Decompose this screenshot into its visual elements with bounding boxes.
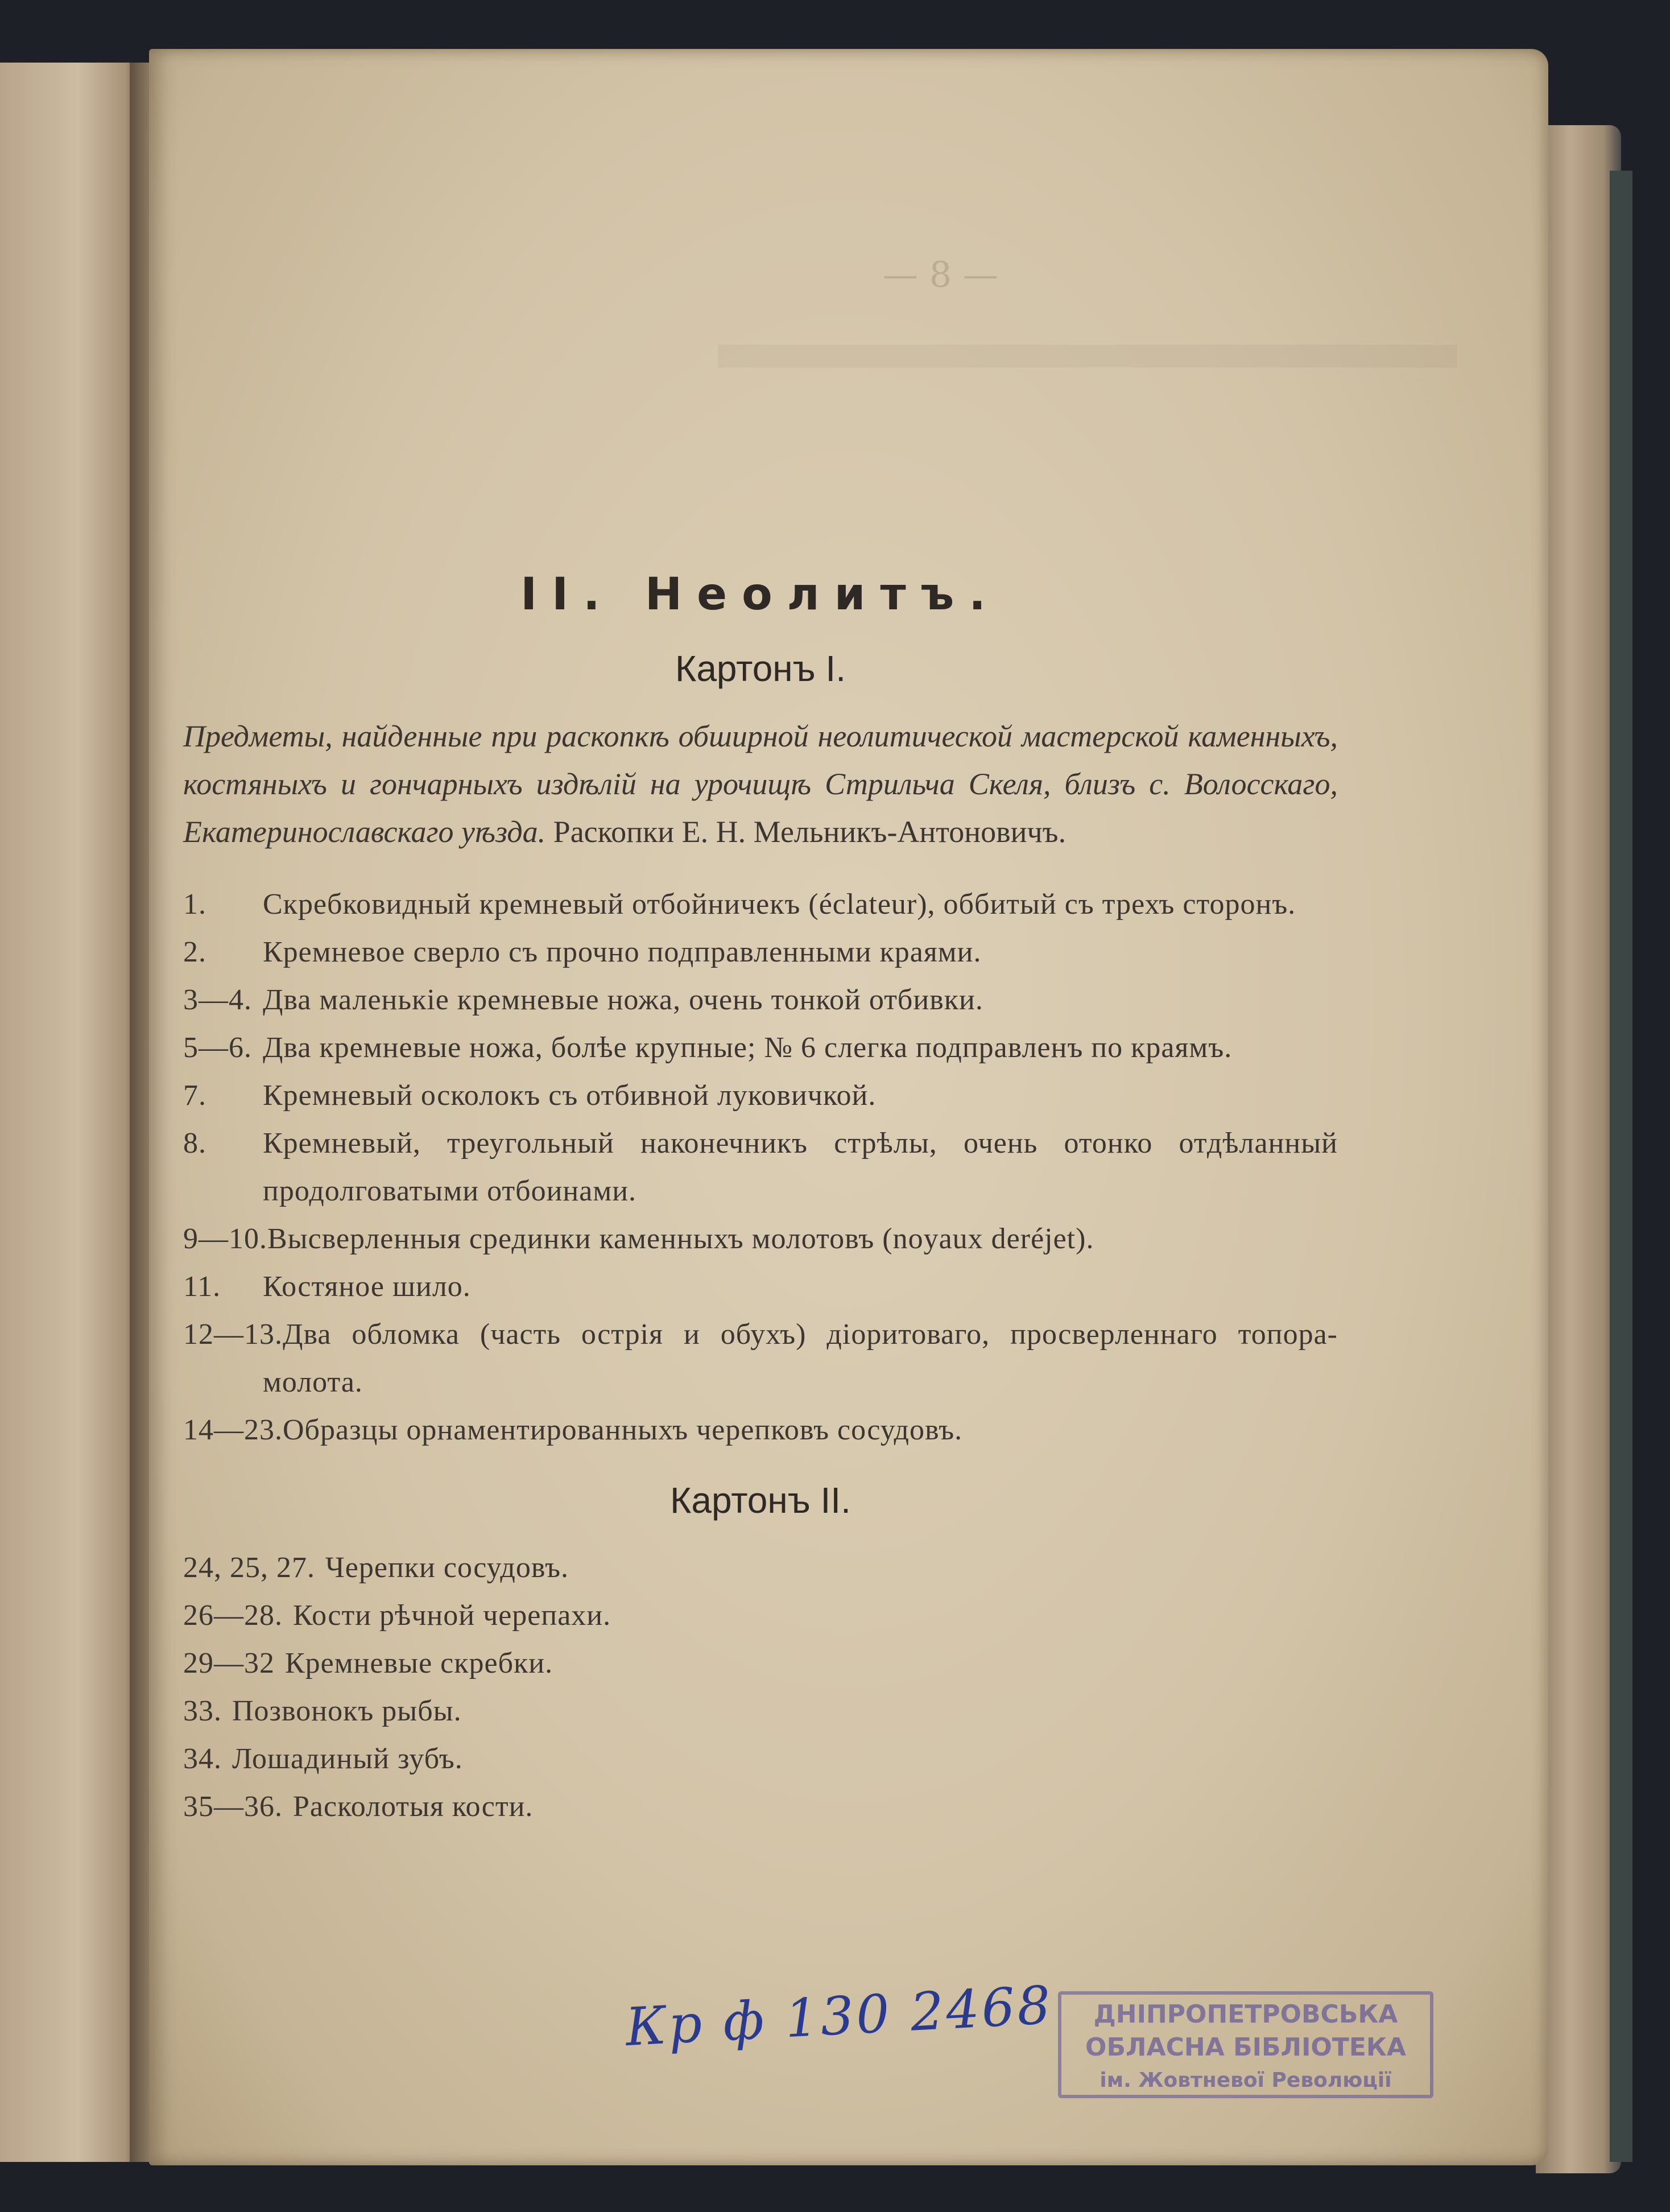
item-number: 11. bbox=[183, 1270, 221, 1303]
library-stamp bbox=[1058, 1991, 1433, 2098]
book-gutter bbox=[130, 63, 150, 2162]
list-item bbox=[183, 928, 1338, 976]
stamp-line: ОБЛАСНА БІБЛІОТЕКА bbox=[1085, 2033, 1406, 2062]
stamp-line: ім. Жовтневої Революції bbox=[1099, 2069, 1392, 2092]
item-number: 2. bbox=[183, 936, 206, 968]
list-item bbox=[183, 976, 1338, 1024]
carton-entries bbox=[183, 1544, 1338, 1831]
intro-italic-text: Предметы, найденные при раскопкѣ обширной неолитической мастерской каменныхъ, костяныхъ и гончарныхъ издѣлій на урочищѣ Стрильча Скеля, близъ с. Волосскаго, Екатеринославскаго уѣзда. bbox=[183, 719, 1338, 849]
list-item bbox=[183, 1406, 1338, 1454]
list-item bbox=[183, 1544, 1338, 1592]
intro-plain-text: Раскопки Е. Н. Мельникъ-Антоновичъ. bbox=[545, 815, 1067, 849]
item-number: 8. bbox=[183, 1127, 206, 1159]
item-text: Скребковидный кремневый отбойничекъ (éclateur), оббитый съ трехъ сторонъ. bbox=[263, 888, 1296, 921]
item-text: Позвонокъ рыбы. bbox=[232, 1695, 462, 1727]
item-number: 33. bbox=[183, 1695, 222, 1727]
item-number: 3—4. bbox=[183, 984, 252, 1016]
list-item bbox=[183, 1311, 1338, 1406]
item-text: Костяное шило. bbox=[263, 1270, 471, 1303]
item-number: 7. bbox=[183, 1079, 206, 1112]
item-text: Кремневый, треугольный наконечникъ стрѣлы, очень отонко отдѣланный продолговатыми отбоинами. bbox=[263, 1127, 1338, 1207]
page-text bbox=[183, 569, 1338, 1831]
item-number: 14—23. bbox=[183, 1414, 283, 1446]
list-item bbox=[183, 1072, 1338, 1120]
right-page-stack-edge bbox=[1536, 125, 1621, 2173]
item-number: 24, 25, 27. bbox=[183, 1551, 315, 1584]
carton-entries bbox=[183, 881, 1338, 1454]
list-item bbox=[183, 1735, 1338, 1783]
item-text: Два обломка (часть острія и обухъ) діоритоваго, просверленнаго топора-молота. bbox=[263, 1318, 1338, 1398]
item-text: Кремневое сверло съ прочно подправленными краями. bbox=[263, 936, 982, 968]
carton-heading: Картонъ I. bbox=[675, 648, 846, 689]
list-item bbox=[183, 1215, 1338, 1263]
item-text: Черепки сосудовъ. bbox=[325, 1551, 569, 1584]
item-number: 29—32 bbox=[183, 1647, 275, 1679]
item-number: 35—36. bbox=[183, 1790, 283, 1823]
list-item bbox=[183, 1783, 1338, 1831]
item-number: 5—6. bbox=[183, 1031, 252, 1064]
stamp-line: ДНІПРОПЕТРОВСЬКА bbox=[1093, 2000, 1398, 2029]
item-number: 12—13. bbox=[183, 1318, 283, 1351]
item-number: 26—28. bbox=[183, 1599, 283, 1632]
carton-intro bbox=[183, 712, 1338, 856]
list-item bbox=[183, 1263, 1338, 1311]
section-title: II. Неолитъ. bbox=[520, 569, 1001, 620]
item-text: Два маленькіе кремневые ножа, очень тонкой отбивки. bbox=[263, 984, 983, 1016]
book-cover-edge bbox=[1610, 171, 1632, 2162]
item-text: Образцы орнаментированныхъ черепковъ сосудовъ. bbox=[283, 1414, 963, 1446]
item-number: 9—10. bbox=[183, 1223, 267, 1255]
item-text: Кости рѣчной черепахи. bbox=[293, 1599, 611, 1632]
list-item bbox=[183, 1120, 1338, 1215]
item-text: Кремневые скребки. bbox=[285, 1647, 553, 1679]
item-text: Высверленныя срединки каменныхъ молотовъ (noyaux deréjet). bbox=[267, 1223, 1094, 1255]
item-text: Расколотыя кости. bbox=[293, 1790, 534, 1823]
page-number: — 8 — bbox=[883, 254, 998, 295]
list-item bbox=[183, 1592, 1338, 1640]
item-text: Лошадиный зубъ. bbox=[232, 1743, 463, 1775]
item-number: 1. bbox=[183, 888, 206, 921]
item-text: Кремневый осколокъ съ отбивной луковичкой. bbox=[263, 1079, 877, 1112]
item-text: Два кремневые ножа, болѣе крупные; № 6 слегка подправленъ по краямъ. bbox=[263, 1031, 1233, 1064]
left-page-edge bbox=[0, 63, 142, 2162]
item-number: 34. bbox=[183, 1743, 222, 1775]
list-item bbox=[183, 1640, 1338, 1687]
show-through-text bbox=[718, 345, 1457, 368]
handwritten-shelf-mark: Кр ф 130 2468 bbox=[624, 1974, 1055, 2058]
list-item bbox=[183, 881, 1338, 928]
carton-heading: Картонъ II. bbox=[670, 1480, 851, 1521]
list-item bbox=[183, 1024, 1338, 1072]
list-item bbox=[183, 1687, 1338, 1735]
